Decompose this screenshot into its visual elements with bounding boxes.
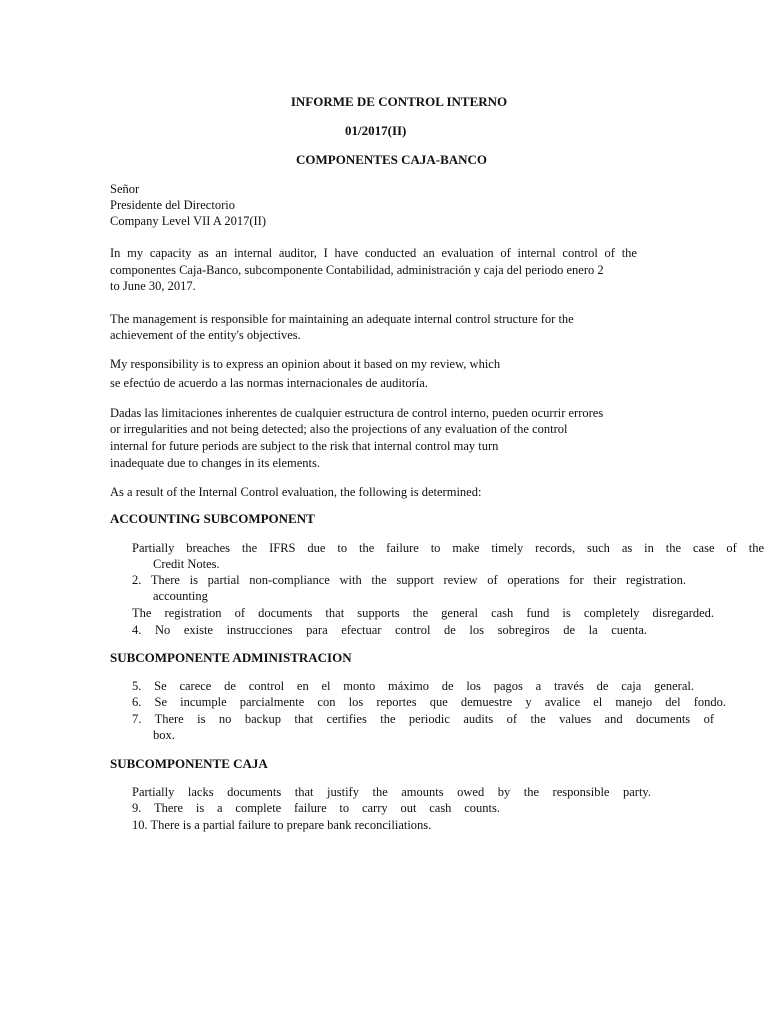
finding-item: 10. There is a partial failure to prepare bank reconciliations. [132, 818, 432, 832]
paragraph-line: The management is responsible for maintaining an adequate internal control structure for the [110, 312, 574, 326]
paragraph-line: Dadas las limitaciones inherentes de cualquier estructura de control interno, pueden ocurrir errores [110, 406, 604, 420]
finding-item: 6. Se incumple parcialmente con los reportes que demuestre y avalice el manejo del fondo. [132, 695, 726, 709]
paragraph-line: componentes Caja-Banco, subcomponente Contabilidad, administración y caja del periodo enero 2 [110, 263, 604, 277]
paragraph-line: inadequate due to changes in its elements. [110, 456, 321, 470]
recipient-position: Presidente del Directorio [110, 198, 235, 212]
finding-item: 5. Se carece de control en el monto máximo de los pagos a través de caja general. [132, 679, 694, 693]
finding-item: The registration of documents that supports the general cash fund is completely disregarded. [132, 606, 714, 620]
report-subject: COMPONENTES CAJA-BANCO [296, 152, 488, 167]
finding-item: 7. There is no backup that certifies the periodic audits of the values and documents of [132, 712, 714, 726]
recipient-company: Company Level VII A 2017(II) [110, 214, 266, 228]
section-title-caja: SUBCOMPONENTE CAJA [110, 756, 268, 771]
paragraph-line: internal for future periods are subject to the risk that internal control may turn [110, 439, 499, 453]
report-number: 01/2017(II) [345, 123, 407, 138]
paragraph-line: se efectúo de acuerdo a las normas internacionales de auditoría. [110, 376, 428, 390]
paragraph-line: to June 30, 2017. [110, 279, 196, 293]
paragraph-line: achievement of the entity's objectives. [110, 328, 301, 342]
finding-item: 9. There is a complete failure to carry out cash counts. [132, 801, 500, 815]
finding-item-continuation: box. [153, 728, 175, 742]
section-title-accounting: ACCOUNTING SUBCOMPONENT [110, 511, 315, 526]
report-title: INFORME DE CONTROL INTERNO [290, 94, 508, 109]
recipient-salutation: Señor [110, 182, 140, 196]
section-title-administracion: SUBCOMPONENTE ADMINISTRACION [110, 650, 352, 665]
paragraph-line: As a result of the Internal Control evaluation, the following is determined: [110, 485, 482, 499]
finding-item: 2. There is partial non-compliance with the support review of operations for their registration. [132, 573, 686, 587]
finding-item-continuation: Credit Notes. [153, 557, 220, 571]
paragraph-line: My responsibility is to express an opinion about it based on my review, which [110, 357, 501, 371]
paragraph-line: or irregularities and not being detected; also the projections of any evaluation of the control [110, 422, 568, 436]
finding-item-continuation: accounting [153, 589, 208, 603]
finding-item: Partially breaches the IFRS due to the failure to make timely records, such as in the case of the [132, 541, 764, 555]
finding-item: Partially lacks documents that justify the amounts owed by the responsible party. [132, 785, 651, 799]
finding-item: 4. No existe instrucciones para efectuar control de los sobregiros de la cuenta. [132, 623, 647, 637]
paragraph-line: In my capacity as an internal auditor, I have conducted an evaluation of internal control of the [110, 246, 637, 260]
